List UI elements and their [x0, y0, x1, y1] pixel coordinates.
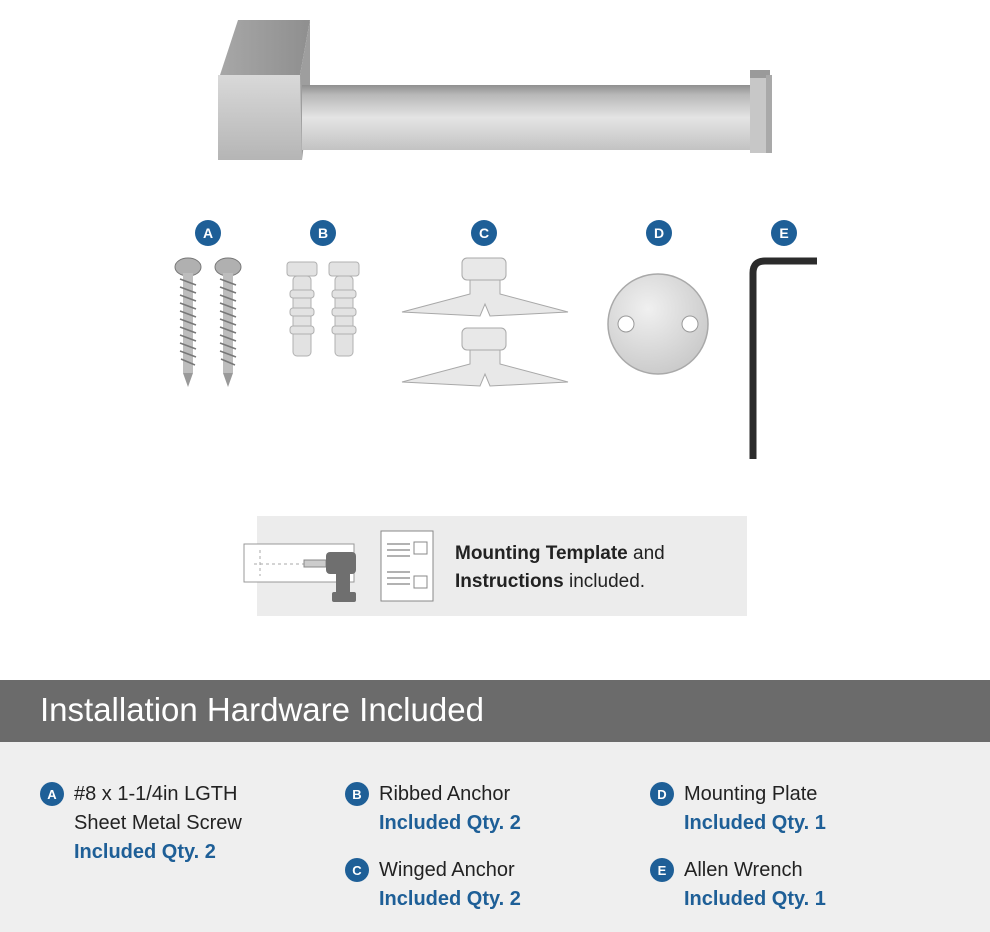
toilet-paper-holder-image — [210, 15, 790, 165]
item-badge-e: E — [650, 858, 674, 882]
badge-a: A — [195, 220, 221, 246]
item-e-qty: Included Qty. 1 — [684, 888, 826, 910]
item-a-name-line2: Sheet Metal Screw — [74, 812, 242, 834]
section-title: Installation Hardware Included — [40, 691, 484, 728]
item-e-name: Allen Wrench — [684, 859, 803, 881]
badge-d: D — [646, 220, 672, 246]
item-a-qty: Included Qty. 2 — [74, 841, 216, 863]
item-badge-b: B — [345, 782, 369, 806]
item-e — [684, 856, 924, 914]
badge-c: C — [471, 220, 497, 246]
item-c — [379, 856, 619, 914]
item-c-name: Winged Anchor — [379, 859, 515, 881]
winged-anchors-image — [400, 256, 570, 391]
item-b — [379, 780, 619, 838]
template-note — [455, 540, 745, 596]
item-d-name: Mounting Plate — [684, 783, 818, 805]
item-c-qty: Included Qty. 2 — [379, 888, 521, 910]
item-a — [74, 780, 314, 867]
allen-wrench-image — [745, 255, 825, 465]
template-bold-1: Mounting Template — [455, 543, 628, 564]
template-text-2: included. — [563, 571, 646, 592]
item-a-name-line1: #8 x 1-1/4in LGTH — [74, 783, 238, 805]
item-d-qty: Included Qty. 1 — [684, 812, 826, 834]
mounting-plate-image — [606, 272, 710, 376]
item-d — [684, 780, 924, 838]
template-bold-2: Instructions — [455, 571, 564, 592]
item-badge-d: D — [650, 782, 674, 806]
screws-image — [170, 255, 250, 395]
instructions-document-icon — [380, 530, 435, 602]
badge-e: E — [771, 220, 797, 246]
ribbed-anchors-image — [283, 258, 373, 363]
item-b-qty: Included Qty. 2 — [379, 812, 521, 834]
badge-b: B — [310, 220, 336, 246]
drill-template-icon — [242, 540, 367, 605]
item-badge-a: A — [40, 782, 64, 806]
item-badge-c: C — [345, 858, 369, 882]
item-b-name: Ribbed Anchor — [379, 783, 511, 805]
template-text-1: and — [627, 543, 665, 564]
